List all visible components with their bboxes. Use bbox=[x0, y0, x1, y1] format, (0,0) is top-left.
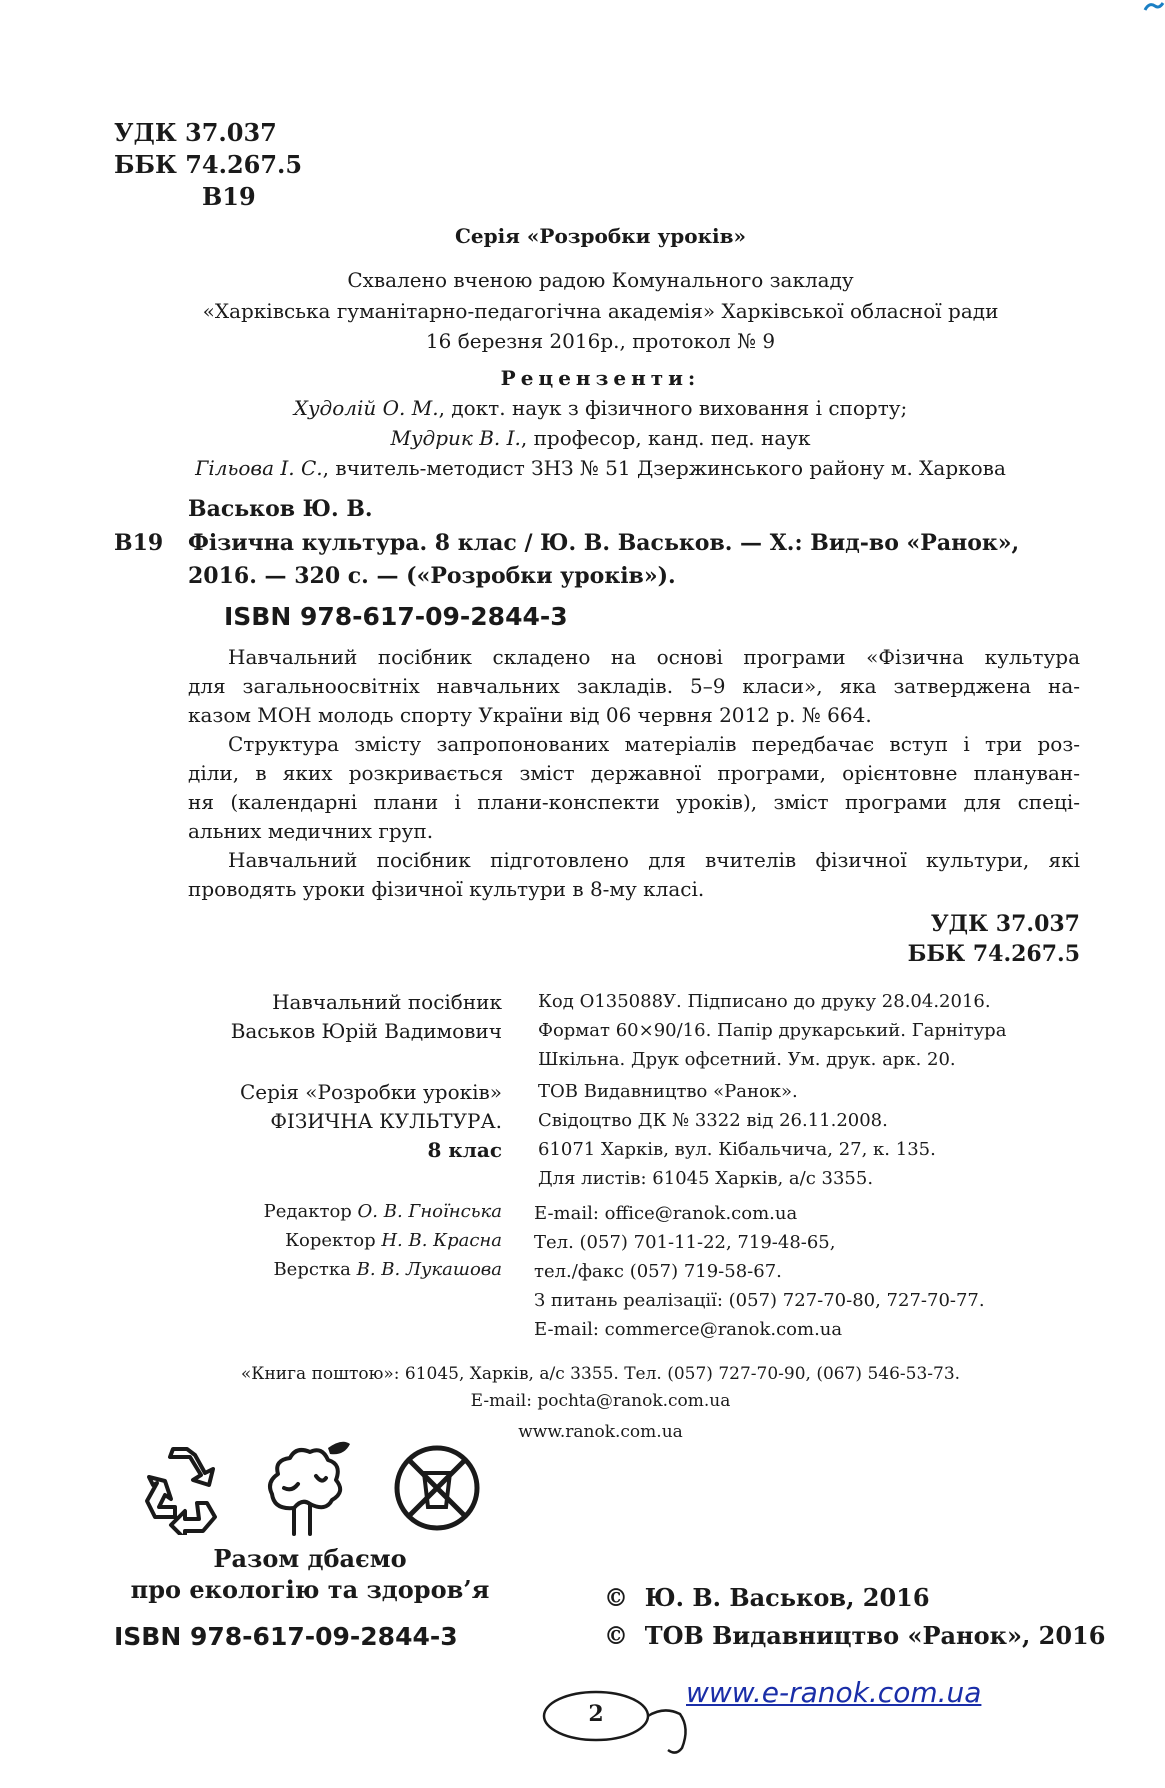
tree-icon bbox=[264, 1438, 354, 1538]
editor-role: Редактор bbox=[263, 1201, 358, 1222]
imprint-right-line: E-mail: commerce@ranok.com.ua bbox=[534, 1319, 843, 1340]
abstract-p2-line-4: альних медичних груп. bbox=[188, 819, 434, 843]
biblio-line-2: 2016. — 320 с. — («Розробки уроків»). bbox=[188, 563, 676, 589]
cutter-code: В19 bbox=[202, 182, 256, 211]
abstract-p2-line-3: ня (календарні плани і плани-конспекти уроків), зміст програми для спеці- bbox=[188, 790, 1080, 814]
layout-name: В. В. Лукашова bbox=[356, 1259, 502, 1280]
reviewer-2-name: Мудрик В. І. bbox=[390, 426, 521, 450]
reviewer-1-name: Худолій О. М. bbox=[293, 396, 439, 420]
imprint-right-line: 61071 Харків, вул. Кібальчича, 27, к. 135. bbox=[538, 1139, 936, 1160]
isbn-bottom: ISBN 978-617-09-2844-3 bbox=[114, 1622, 458, 1651]
copyright-text: Ю. В. Васьков, 2016 bbox=[644, 1583, 930, 1612]
imprint-right-line: Шкільна. Друк офсетний. Ум. друк. арк. 20. bbox=[538, 1049, 956, 1070]
reviewers-title: Рецензенти: bbox=[500, 366, 701, 390]
imprint-title: ФІЗИЧНА КУЛЬТУРА. bbox=[270, 1109, 502, 1133]
series-title: Серія «Розробки уроків» bbox=[454, 224, 747, 248]
imprint-type: Навчальний посібник bbox=[272, 990, 502, 1014]
approval-line-2: «Харківська гуманітарно-педагогічна академія» Харківської обласної ради bbox=[202, 299, 999, 323]
approval-line-3: 16 березня 2016р., протокол № 9 bbox=[425, 329, 776, 353]
layout-role: Верстка bbox=[273, 1259, 357, 1280]
bbk-code: ББК 74.267.5 bbox=[114, 150, 303, 179]
no-discard-icon bbox=[392, 1443, 482, 1533]
corrector-role: Коректор bbox=[285, 1230, 382, 1251]
abstract-p3-line-2: проводять уроки фізичної культури в 8-му класі. bbox=[188, 877, 705, 901]
eco-slogan-line-1: Разом дбаємо bbox=[213, 1544, 407, 1573]
imprint-right-line: Тел. (057) 701-11-22, 719-48-65, bbox=[534, 1232, 836, 1253]
imprint-series: Серія «Розробки уроків» bbox=[239, 1080, 502, 1104]
imprint-right-line: ТОВ Видавництво «Ранок». bbox=[538, 1081, 798, 1102]
copyright-symbol: © bbox=[604, 1621, 628, 1650]
biblio-isbn: ISBN 978-617-09-2844-3 bbox=[224, 602, 568, 631]
abstract-p1-line-1: Навчальний посібник складено на основі програми «Фізична культура bbox=[228, 645, 1080, 669]
imprint-layout bbox=[160, 1259, 502, 1280]
reviewer-3-desc: , вчитель-методист ЗНЗ № 51 Дзержинського району м. Харкова bbox=[322, 456, 1006, 480]
page-number-ornament bbox=[540, 1688, 710, 1760]
editor-name: О. В. Гноїнська bbox=[357, 1201, 502, 1222]
reviewer-2-desc: , професор, канд. пед. наук bbox=[520, 426, 811, 450]
site-link[interactable]: www.e-ranok.com.ua bbox=[686, 1676, 982, 1709]
imprint-right-line: Формат 60×90/16. Папір друкарський. Гарнітура bbox=[538, 1020, 1007, 1041]
recycle-icon bbox=[135, 1445, 230, 1535]
imprint-right-line: Для листів: 61045 Харків, а/с 3355. bbox=[538, 1168, 874, 1189]
page-number: 2 bbox=[588, 1701, 604, 1727]
mail-order-line-1: «Книга поштою»: 61045, Харків, а/с 3355. Тел. (057) 727-70-90, (067) 546-53-73. bbox=[240, 1364, 961, 1384]
biblio-code: В19 bbox=[114, 530, 164, 556]
copyright-text: ТОВ Видавництво «Ранок», 2016 bbox=[644, 1621, 1106, 1650]
reviewer-3 bbox=[18, 456, 1165, 480]
abstract-p2-line-1: Структура змісту запропонованих матеріалів передбачає вступ і три роз- bbox=[228, 732, 1080, 756]
approval-line-1: Схвалено вченою радою Комунального закладу bbox=[347, 268, 854, 292]
mail-order-line-3: www.ranok.com.ua bbox=[518, 1422, 683, 1442]
reviewer-2 bbox=[18, 426, 1165, 450]
abstract-p1-line-2: для загальноосвітніх навчальних закладів. 5–9 класи», яка затверджена на- bbox=[188, 674, 1080, 698]
abstract-bbk: ББК 74.267.5 bbox=[907, 941, 1080, 967]
imprint-author: Васьков Юрій Вадимович bbox=[230, 1019, 502, 1043]
imprint-editor bbox=[160, 1201, 502, 1222]
abstract-udk: УДК 37.037 bbox=[930, 911, 1080, 937]
eco-slogan-line-2: про екологію та здоров’я bbox=[130, 1575, 490, 1604]
imprint-right-line: E-mail: office@ranok.com.ua bbox=[534, 1203, 798, 1224]
udk-code: УДК 37.037 bbox=[114, 118, 277, 147]
imprint-corrector bbox=[160, 1230, 502, 1251]
abstract-p2-line-2: діли, в яких розкривається зміст державної програми, орієнтовне плануван- bbox=[188, 761, 1080, 785]
corrector-name: Н. В. Красна bbox=[381, 1230, 502, 1251]
corner-logo-icon bbox=[1143, 0, 1165, 14]
copyright-symbol: © bbox=[604, 1583, 628, 1612]
imprint-right-line: Свідоцтво ДК № 3322 від 26.11.2008. bbox=[538, 1110, 888, 1131]
reviewer-3-name: Гільова І. С. bbox=[195, 456, 323, 480]
imprint-right-line: З питань реалізації: (057) 727-70-80, 727-70-77. bbox=[534, 1290, 985, 1311]
biblio-line-1: Фізична культура. 8 клас / Ю. В. Васьков. — Х.: Вид-во «Ранок», bbox=[188, 530, 1020, 556]
copyright-2 bbox=[604, 1621, 1105, 1650]
imprint-right-line: Код О135088У. Підписано до друку 28.04.2016. bbox=[538, 991, 991, 1012]
abstract-p3-line-1: Навчальний посібник підготовлено для вчителів фізичної культури, які bbox=[228, 848, 1080, 872]
mail-order-line-2: E-mail: pochta@ranok.com.ua bbox=[470, 1391, 731, 1411]
biblio-author: Васьков Ю. В. bbox=[188, 496, 373, 522]
imprint-grade: 8 клас bbox=[427, 1138, 502, 1162]
abstract-p1-line-3: казом МОН молодь спорту України від 06 червня 2012 р. № 664. bbox=[188, 703, 872, 727]
reviewer-1 bbox=[18, 396, 1165, 420]
copyright-1 bbox=[604, 1583, 930, 1612]
imprint-right-line: тел./факс (057) 719-58-67. bbox=[534, 1261, 782, 1282]
reviewer-1-desc: , докт. наук з фізичного виховання і спорту; bbox=[438, 396, 908, 420]
